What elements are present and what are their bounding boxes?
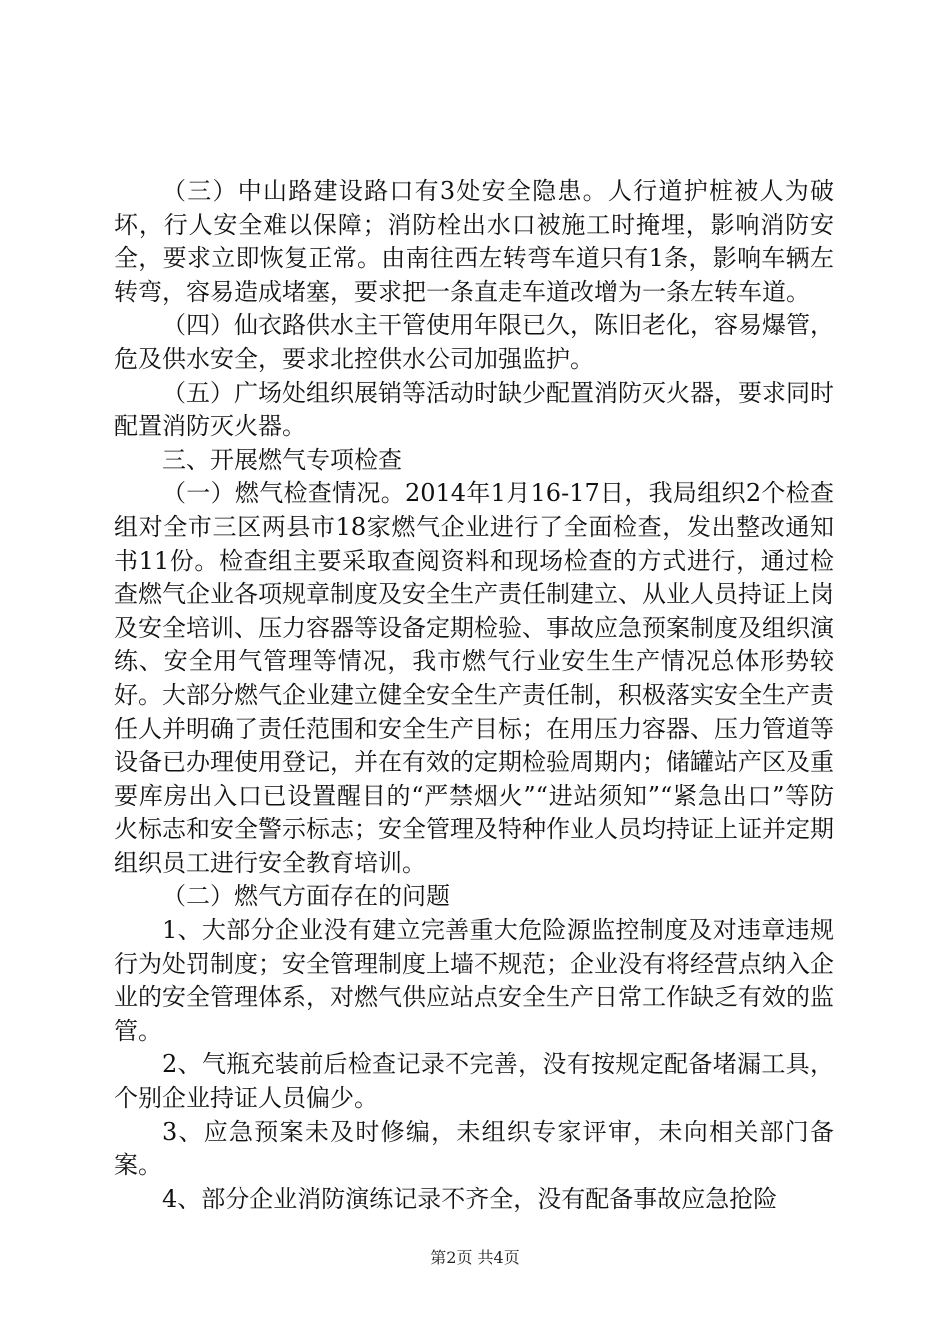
- list-item-problem-2: 2、气瓶充装前后检查记录不完善，没有按规定配备堵漏工具，个别企业持证人员偏少。: [114, 1050, 834, 1113]
- paragraph-square: （五）广场处组织展销等活动时缺少配置消防灭火器，要求同时配置消防灭火器。: [114, 378, 834, 441]
- list-item-problem-3: 3、应急预案未及时修编，未组织专家评审，未向相关部门备案。: [114, 1117, 834, 1180]
- list-item-problem-1: 1、大部分企业没有建立完善重大危险源监控制度及对违章违规行为处罚制度；安全管理制度上墙不规范；企业没有将经营点纳入企业的安全管理体系，对燃气供应站点安全生产日常工作缺乏有效的监管。: [114, 916, 834, 1045]
- paragraph-zhongshan-road: （三）中山路建设路口有3处安全隐患。人行道护桩被人为破坏，行人安全难以保障；消防栓出水口被施工时掩埋，影响消防安全，要求立即恢复正常。由南往西左转弯车道只有1条，影响车辆左转弯，容易造成堵塞，要求把一条直走车道改增为一条左转车道。: [114, 177, 834, 306]
- section-heading-gas-inspection: 三、开展燃气专项检查: [162, 445, 402, 474]
- document-body: [114, 175, 834, 1216]
- paragraph-gas-inspection-status: （一）燃气检查情况。2014年1月16-17日，我局组织2个检查组对全市三区两县市18家燃气企业进行了全面检查，发出整改通知书11份。检查组主要采取查阅资料和现场检查的方式进行，通过检查燃气企业各项规章制度及安全生产责任制建立、从业人员持证上岗及安全培训、压力容器等设备定期检验、事故应急预案制度及组织演练、安全用气管理等情况，我市燃气行业安生生产情况总体形势较好。大部分燃气企业建立健全安全生产责任制，积极落实安全生产责任人并明确了责任范围和安全生产目标；在用压力容器、压力管道等设备已办理使用登记，并在有效的定期检验周期内；储罐站产区及重要库房出入口已设置醒目的“严禁烟火”“进站须知”“紧急出口”等防火标志和安全警示标志；安全管理及特种作业人员均持证上证并定期组织员工进行安全教育培训。: [114, 479, 834, 877]
- subheading-gas-problems: （二）燃气方面存在的问题: [162, 882, 450, 911]
- page-number-footer: 第2页 共4页: [430, 1248, 520, 1267]
- list-item-problem-4: 4、部分企业消防演练记录不齐全，没有配备事故应急抢险: [162, 1184, 778, 1213]
- paragraph-xianyi-road: （四）仙衣路供水主干管使用年限已久，陈旧老化，容易爆管，危及供水安全，要求北控供水公司加强监护。: [114, 311, 834, 373]
